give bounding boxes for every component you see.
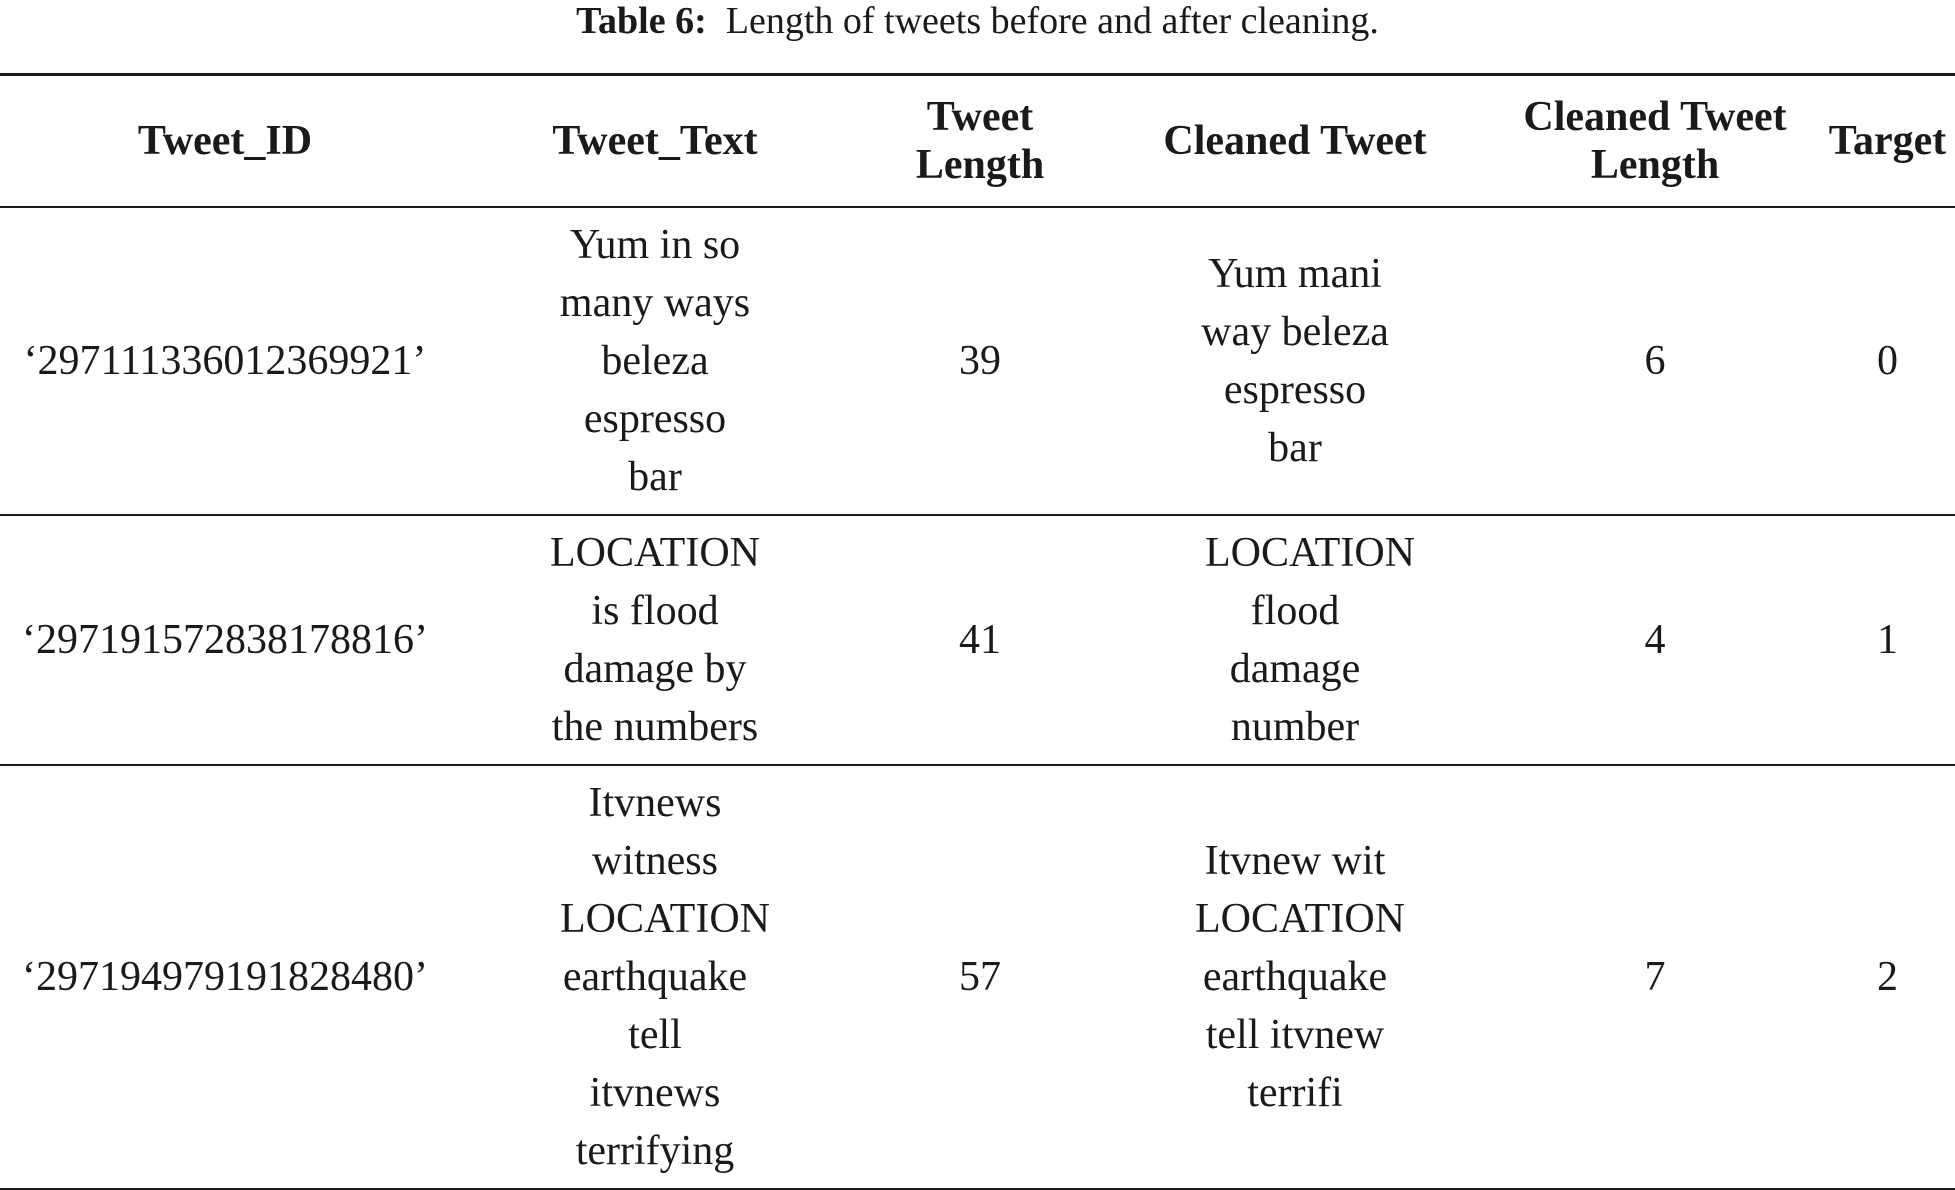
header-tweet-text: Tweet_Text [552,118,758,164]
header-tweet-length-label: Tweet Length [915,94,1045,188]
cell-cleaned-tweet: LOCATION flood damage number [1205,530,1415,750]
header-cleaned-tweet-length-label: Cleaned Tweet Length [1523,94,1787,188]
cell-tweet-id: ‘297194979191828480’ [22,954,428,1000]
tweets-table [0,73,1955,1190]
cell-cleaned-tweet-length: 6 [1644,338,1666,384]
cell-tweet-length: 57 [959,954,1001,1000]
cell-target: 0 [1877,338,1898,384]
cell-cleaned-tweet-length: 4 [1644,617,1666,663]
table-caption-label: Table 6: [576,0,707,42]
header-cleaned-tweet: Cleaned Tweet [1163,118,1427,164]
cell-tweet-text: Itvnews witness LOCATION earthquake tell itvnews terrifying [560,780,770,1174]
cell-tweet-text: LOCATION is flood damage by the numbers [550,530,760,750]
table-caption [0,0,1955,42]
cell-tweet-id: ‘297111336012369921’ [23,338,427,384]
table-header-row [0,75,1955,208]
header-target: Target [1828,118,1947,164]
table-caption-text: Length of tweets before and after cleaning. [725,0,1379,42]
cell-tweet-id: ‘297191572838178816’ [22,617,428,663]
cell-tweet-length: 39 [959,338,1001,384]
cell-tweet-text: Yum in so many ways beleza espresso bar [559,222,751,500]
cell-cleaned-tweet-length: 7 [1644,954,1666,1000]
cell-target: 1 [1877,617,1898,663]
cell-cleaned-tweet: Itvnew wit LOCATION earthquake tell itvnew terrifi [1195,838,1405,1116]
cell-cleaned-tweet: Yum mani way beleza espresso bar [1201,251,1389,471]
cell-target: 2 [1877,954,1898,1000]
cell-tweet-length: 41 [959,617,1001,663]
header-tweet-id: Tweet_ID [137,118,313,164]
table-row [0,207,1955,515]
table-row [0,515,1955,765]
data-table-container [0,73,1955,1190]
table-row [0,765,1955,1189]
header-cleaned-tweet-length [1490,75,1820,208]
header-tweet-length [860,75,1100,208]
